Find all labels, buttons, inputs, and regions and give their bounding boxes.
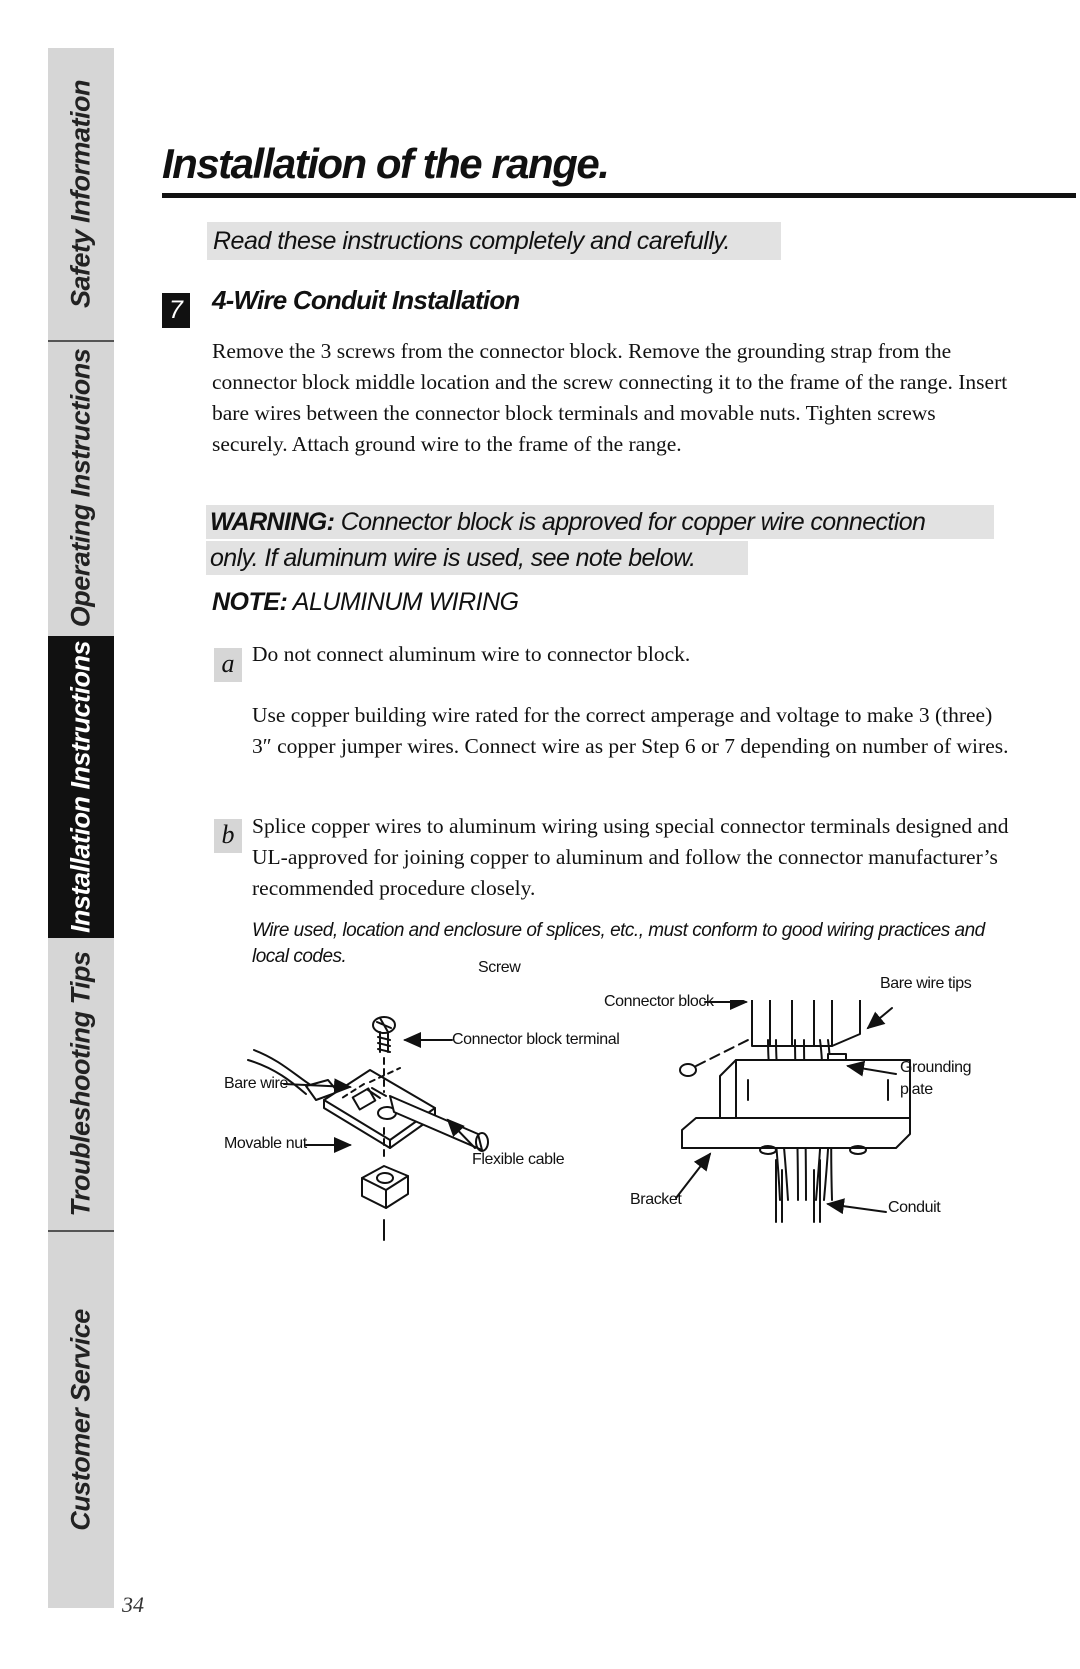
tab-label: Troubleshooting Tips	[65, 951, 96, 1217]
step-instructions: Remove the 3 screws from the connector block. Remove the grounding strap from the connector block middle location and the screw connecting it to the frame of the range. Insert bare wires between the connector block terminals and movable nuts. Tighten screws securely. Attach ground wire to the frame of the range.	[212, 339, 1008, 456]
tab-safety-information[interactable]	[48, 48, 114, 340]
item-b-badge: b	[214, 819, 242, 853]
read-instructions-banner: Read these instructions completely and carefully.	[207, 222, 781, 260]
warning-text-2: only. If aluminum wire is used, see note below.	[210, 544, 696, 572]
callout-grounding-plate-line2: plate	[900, 1081, 933, 1098]
tab-installation-instructions[interactable]	[48, 636, 114, 938]
item-a-badge: a	[214, 648, 242, 682]
warning-line-1	[206, 505, 994, 539]
callout-conduit: Conduit	[888, 1199, 941, 1216]
connector-block-bracket-drawing	[680, 1000, 910, 1222]
wiring-footnote: Wire used, location and enclosure of splices, etc., must conform to good wiring practices and local codes.	[252, 920, 985, 967]
note-text: ALUMINUM WIRING	[287, 588, 519, 616]
note-heading	[212, 588, 519, 617]
tab-label: Operating Instructions	[65, 348, 96, 628]
side-tab-strip	[48, 48, 114, 1608]
item-a-copper-text: Use copper building wire rated for the correct amperage and voltage to make 3 (three) 3″ copper jumper wires. Connect wire as per Step 6 or 7 depending on number of wires.	[252, 703, 1009, 758]
tab-operating-instructions[interactable]	[48, 342, 114, 634]
item-b-text: Splice copper wires to aluminum wiring using special connector terminals designed and UL-approved for joining copper to aluminum and follow the connector manufacturer’s recommended procedure closely.	[252, 814, 1009, 900]
connector-terminal-drawing	[248, 1017, 488, 1240]
step-heading: 4-Wire Conduit Installation	[212, 285, 520, 315]
tab-label: Safety Information	[65, 79, 96, 309]
callout-grounding-plate-line1: Grounding	[900, 1059, 972, 1076]
callout-bare-wire-tips: Bare wire tips	[880, 975, 972, 992]
callout-movable-nut: Movable nut	[224, 1135, 307, 1152]
wiring-diagram	[220, 959, 1040, 1310]
warning-line-2	[206, 541, 748, 575]
callout-bracket: Bracket	[630, 1191, 682, 1208]
tab-troubleshooting-tips[interactable]	[48, 938, 114, 1230]
item-a-text: Do not connect aluminum wire to connector block.	[252, 642, 691, 666]
callout-screw: Screw	[478, 959, 521, 976]
step-number-badge: 7	[162, 293, 190, 328]
tab-label: Installation Instructions	[65, 640, 96, 934]
warning-label: WARNING:	[210, 508, 335, 536]
wiring-illustration	[220, 1000, 1040, 1310]
warning-text-1: Connector block is approved for copper wire connection	[334, 508, 926, 536]
callout-flexible-cable: Flexible cable	[472, 1151, 565, 1168]
page-number: 34	[122, 1592, 144, 1617]
callout-connector-block: Connector block	[604, 993, 714, 1010]
tab-customer-service[interactable]	[48, 1232, 114, 1608]
tab-label: Customer Service	[65, 1309, 96, 1531]
note-label: NOTE:	[212, 588, 288, 616]
callout-bare-wire: Bare wire	[224, 1075, 288, 1092]
title-rule	[162, 193, 1076, 198]
callout-connector-block-terminal: Connector block terminal	[452, 1031, 620, 1048]
page-title: Installation of the range.	[162, 140, 609, 187]
